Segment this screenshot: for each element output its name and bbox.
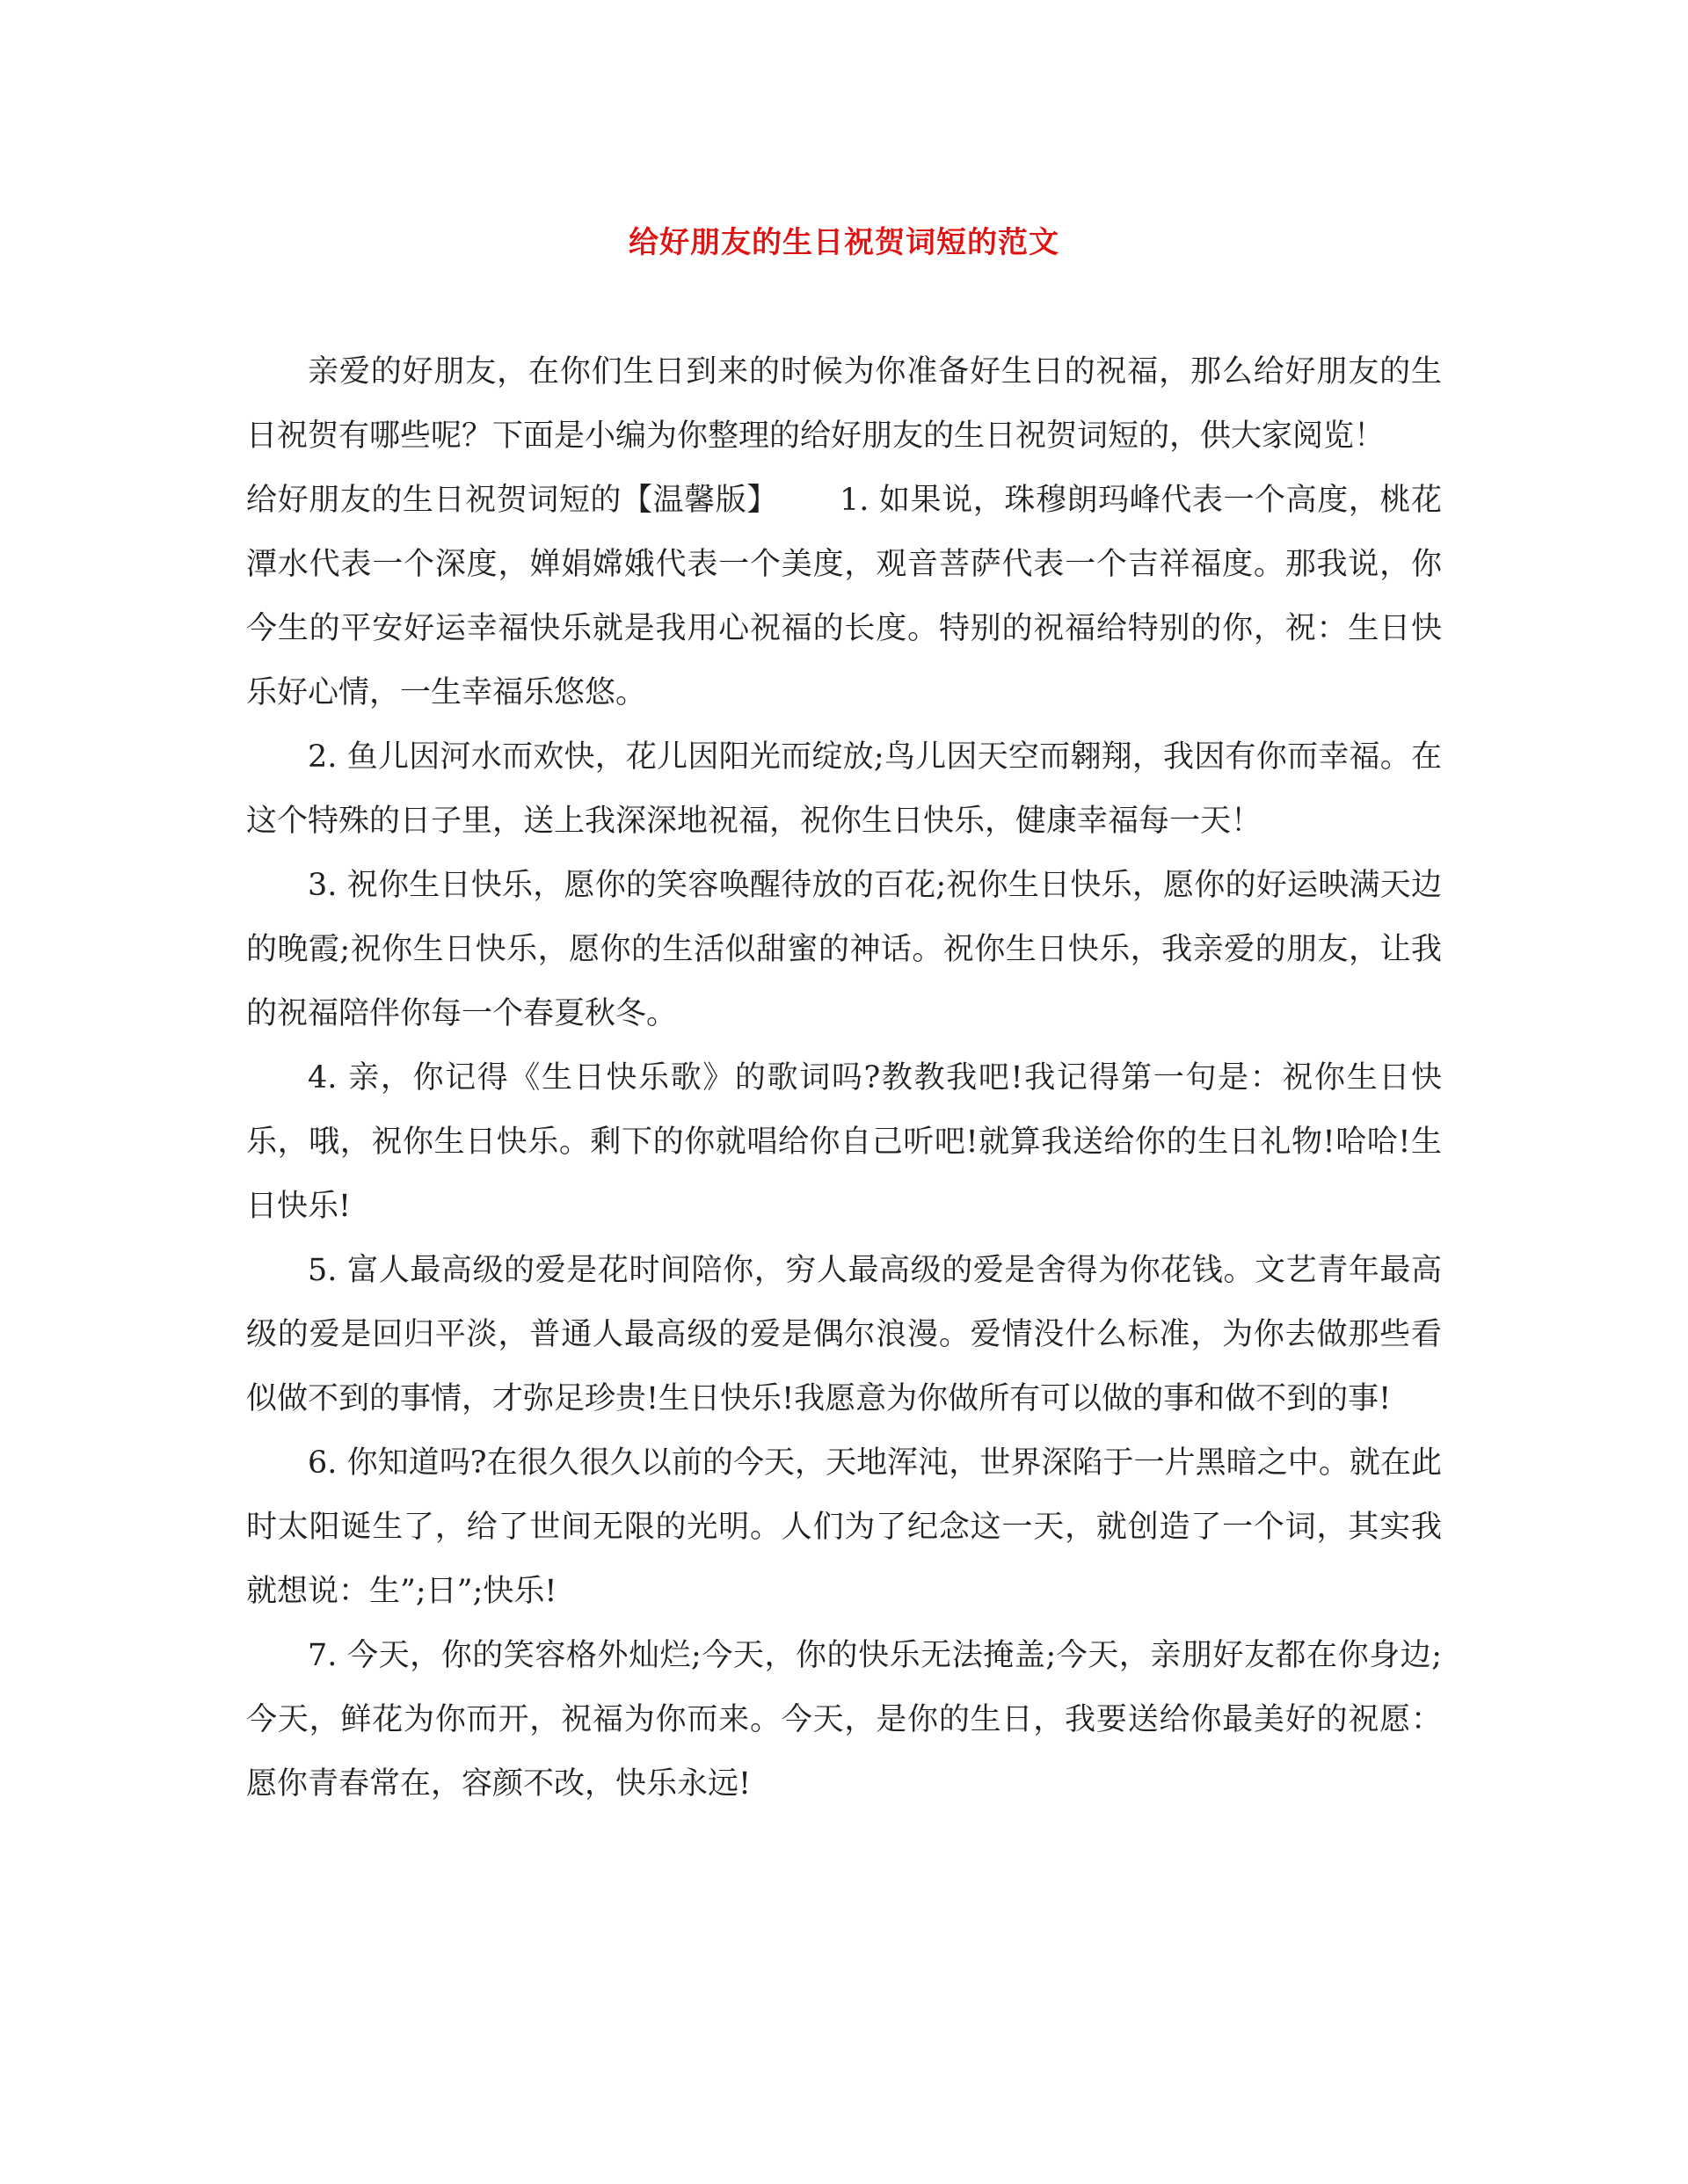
- section-paragraph-1: [246, 469, 1442, 725]
- wish-paragraph-7: 7. 今天，你的笑容格外灿烂;今天，你的快乐无法掩盖;今天，亲朋好友都在你身边;今天，鲜花为你而开，祝福为你而来。今天，是你的生日，我要送给你最美好的祝愿：愿你青春常在，容颜不改，快乐永远!: [246, 1638, 1442, 1802]
- section-heading: 给好朋友的生日祝贺词短的【温馨版】: [246, 483, 778, 518]
- document-title: 给好朋友的生日祝贺词短的范文: [629, 225, 1059, 260]
- document-body: [246, 340, 1442, 1816]
- wish-paragraph-4: 4. 亲，你记得《生日快乐歌》的歌词吗?教教我吧!我记得第一句是：祝你生日快乐，哦，祝你生日快乐。剩下的你就唱给你自己听吧!就算我送给你的生日礼物!哈哈!生日快乐!: [246, 1060, 1442, 1224]
- wish-paragraph-2: 2. 鱼儿因河水而欢快，花儿因阳光而绽放;鸟儿因天空而翱翔，我因有你而幸福。在这个特殊的日子里，送上我深深地祝福，祝你生日快乐，健康幸福每一天！: [246, 739, 1442, 839]
- intro-paragraph: 亲爱的好朋友，在你们生日到来的时候为你准备好生日的祝福，那么给好朋友的生日祝贺有哪些呢？下面是小编为你整理的给好朋友的生日祝贺词短的，供大家阅览！: [246, 354, 1442, 454]
- wish-paragraph-6: 6. 你知道吗?在很久很久以前的今天，天地浑沌，世界深陷于一片黑暗之中。就在此时太阳诞生了，给了世间无限的光明。人们为了纪念这一天，就创造了一个词，其实我就想说：生”;日”;快乐!: [246, 1445, 1442, 1609]
- wish-paragraph-5: 5. 富人最高级的爱是花时间陪你，穷人最高级的爱是舍得为你花钱。文艺青年最高级的爱是回归平淡，普通人最高级的爱是偶尔浪漫。爱情没什么标准，为你去做那些看似做不到的事情，才弥足珍贵!生日快乐!我愿意为你做所有可以做的事和做不到的事!: [246, 1253, 1442, 1416]
- wish-paragraph-3: 3. 祝你生日快乐，愿你的笑容唤醒待放的百花;祝你生日快乐，愿你的好运映满天边的晚霞;祝你生日快乐，愿你的生活似甜蜜的神话。祝你生日快乐，我亲爱的朋友，让我的祝福陪伴你每一个春夏秋冬。: [246, 868, 1442, 1031]
- wish-paragraph-1: 1. 如果说，珠穆朗玛峰代表一个高度，桃花潭水代表一个深度，婵娟嫦娥代表一个美度，观音菩萨代表一个吉祥福度。那我说，你今生的平安好运幸福快乐就是我用心祝福的长度。特别的祝福给特别的你，祝：生日快乐好心情，一生幸福乐悠悠。: [246, 483, 1442, 710]
